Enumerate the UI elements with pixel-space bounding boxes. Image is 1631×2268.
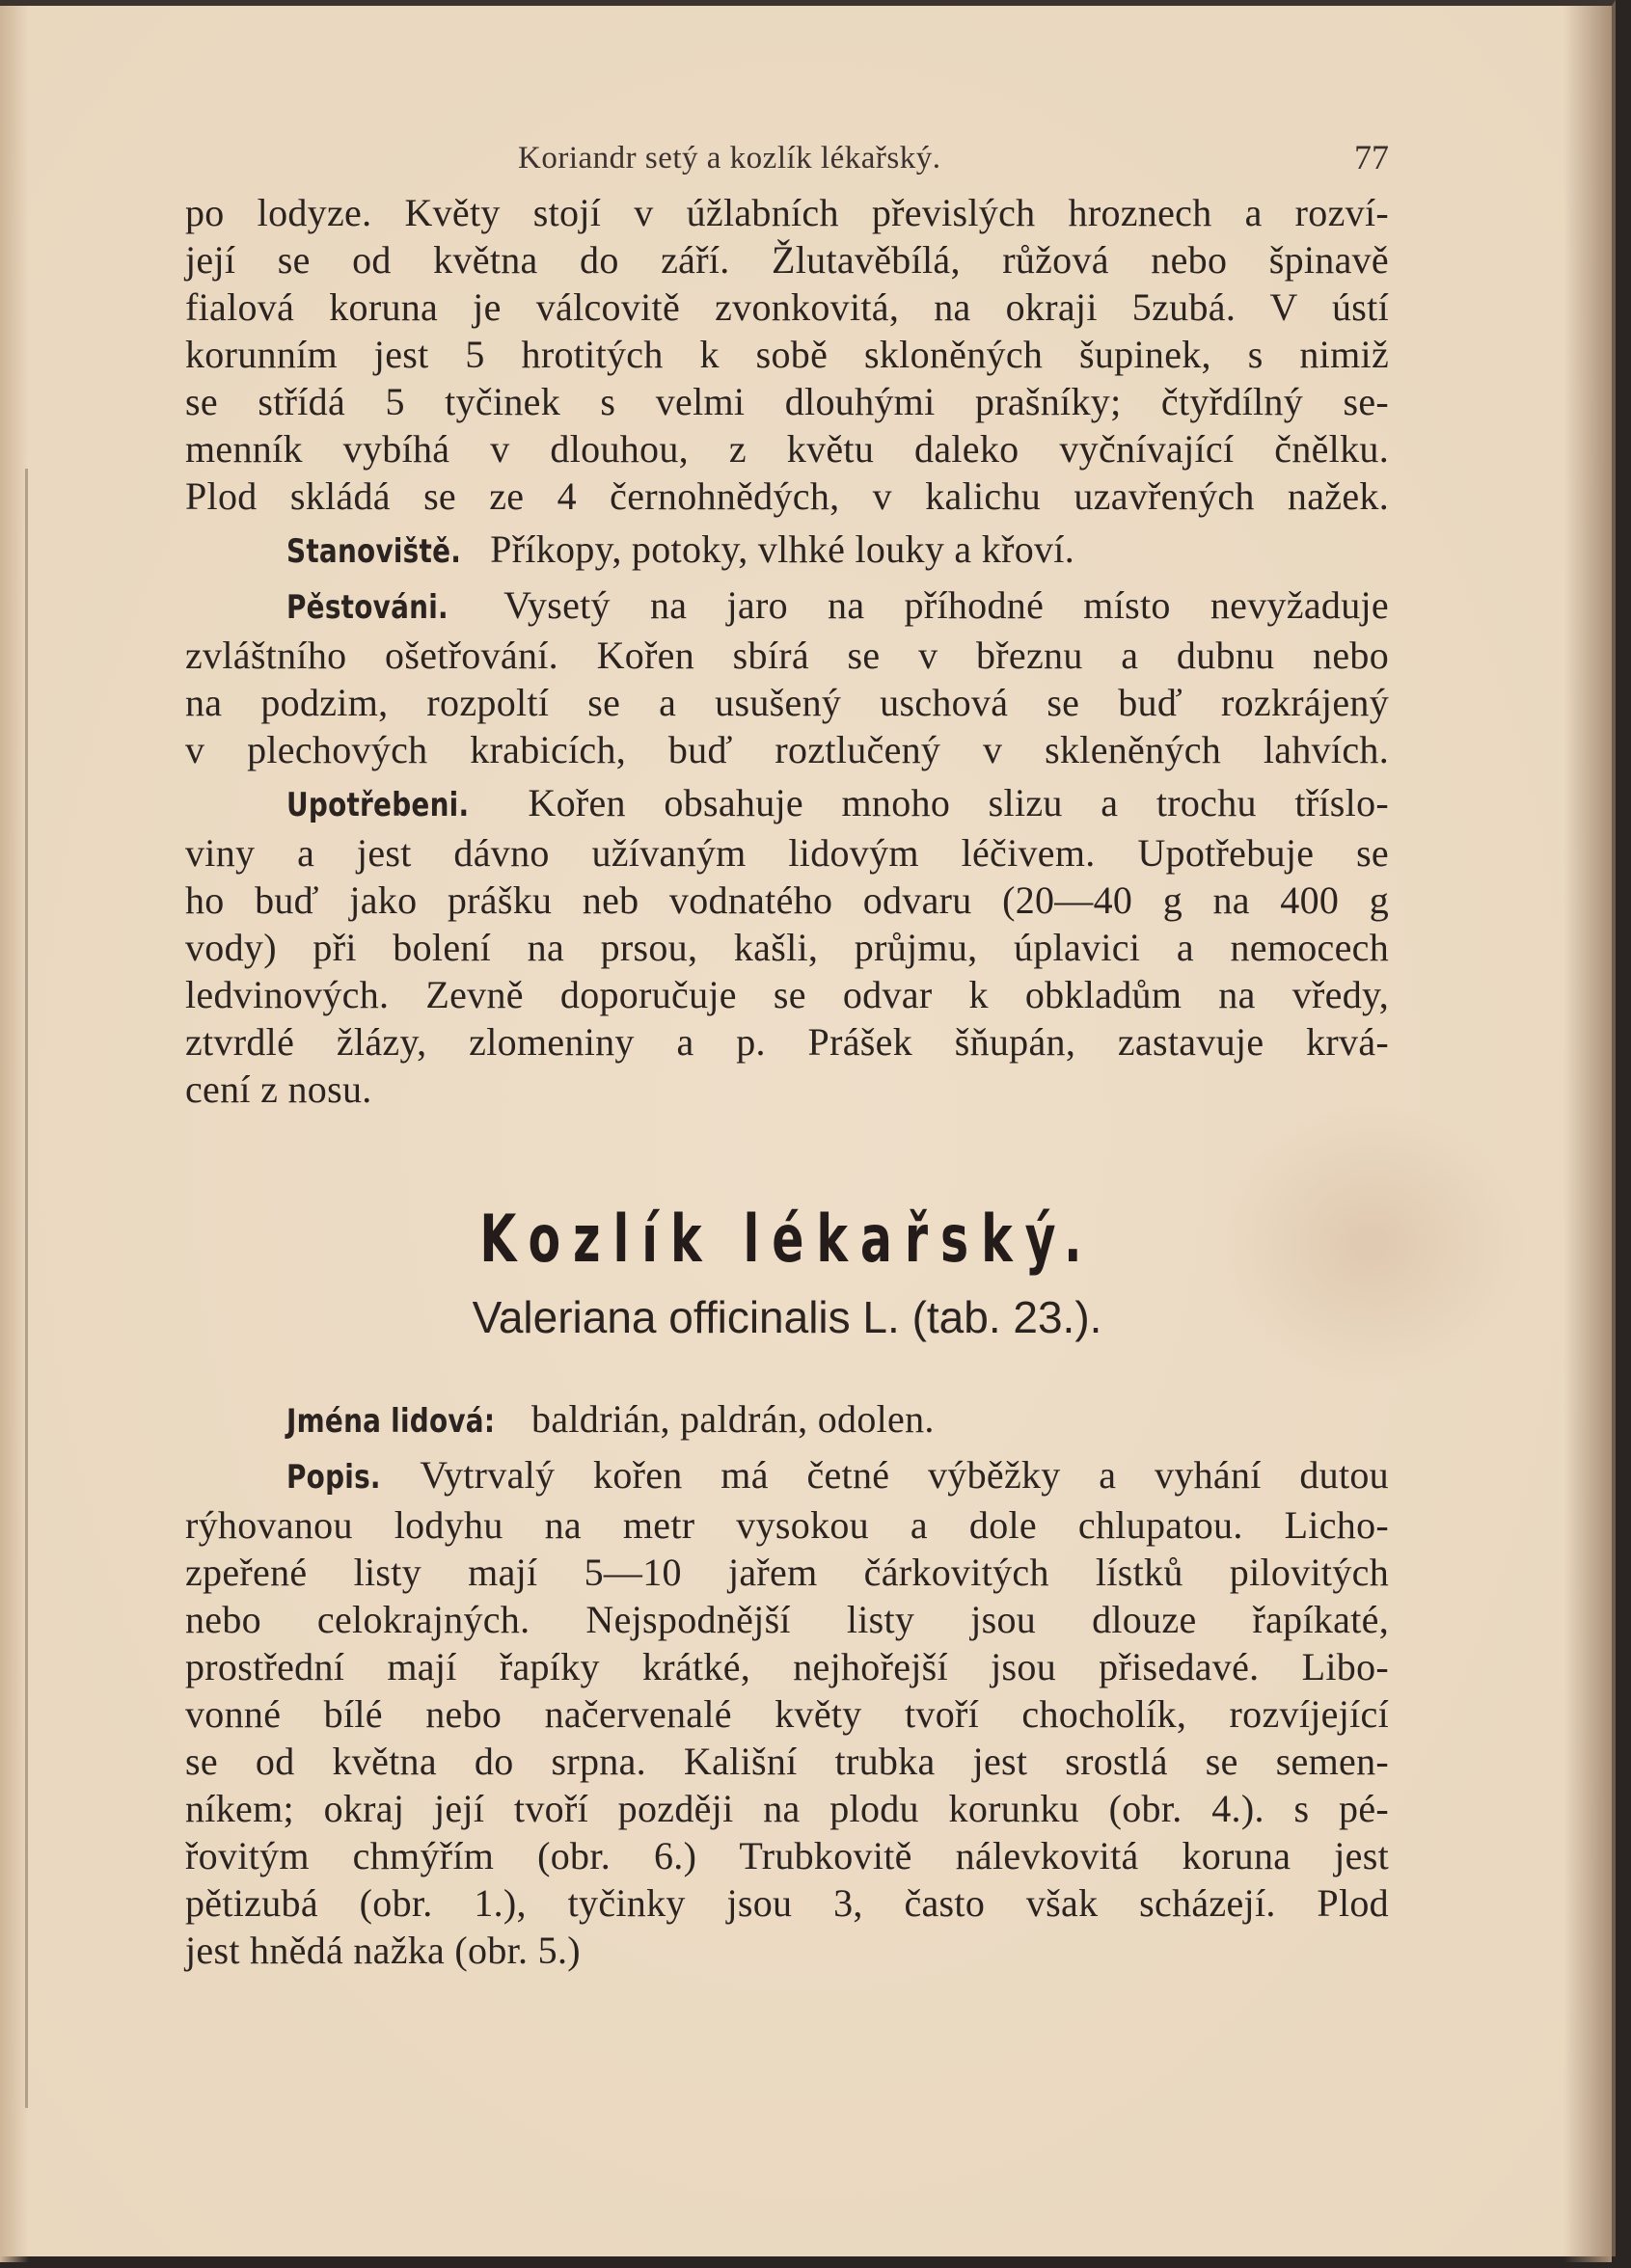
paragraph-lead: Stanoviště. (286, 532, 462, 571)
text-line: viny a jest dávno užívaným lidovým léčivem. Upotřebuje se (185, 831, 1389, 875)
upotrebeni-paragraph (185, 779, 1389, 1113)
text-line: menník vybíhá v dlouhou, z květu daleko vyčnívající čnělku. (185, 427, 1389, 471)
text-line: cení z nosu. (185, 1067, 372, 1111)
text-line: se střídá 5 tyčinek s velmi dlouhými prašníky; čtyřdílný se- (185, 380, 1389, 423)
text-line: vody) při bolení na prsou, kašli, průjmu, úplavici a nemocech (185, 926, 1389, 969)
text-line: prostřední mají řapíky krátké, nejhořejší jsou přisedavé. Libo- (185, 1645, 1389, 1688)
running-head (185, 122, 1389, 189)
text-line: fialová koruna je válcovitě zvonkovitá, na okraji 5zubá. V ústí (185, 285, 1389, 329)
text-line: v plechových krabicích, buď roztlučený v skleněných lahvích. (185, 728, 1389, 771)
text-line: řovitým chmýřím (obr. 6.) Trubkovitě nálevkovitá koruna jest (185, 1834, 1389, 1877)
text-line: rýhovanou lodyhu na metr vysokou a dole chlupatou. Licho- (185, 1503, 1389, 1547)
text-line: Popis. Vytrvalý kořen má četné výběžky a vyhání dutou (185, 1451, 1389, 1501)
page-number: 77 (1354, 138, 1389, 176)
latin-name: Valeriana officinalis L. (tab. 23.). (472, 1292, 1102, 1342)
text-line: se od května do srpna. Kališní trubka jest srostlá se semen- (185, 1740, 1389, 1783)
text-line: jest hnědá nažka (obr. 5.) (185, 1929, 581, 1972)
paragraph-lead: Upotřebeni. (286, 786, 470, 824)
text-line: ho buď jako prášku neb vodnatého odvaru (20—40 g na 400 g (185, 878, 1389, 922)
text-line: ledvinových. Zevně doporučuje se odvar k obkladům na vředy, (185, 973, 1389, 1016)
text-line: Stanoviště. Příkopy, potoky, vlhké louky a křoví. (185, 526, 1389, 576)
text-line: zvláštního ošetřování. Kořen sbírá se v březnu a dubnu nebo (185, 634, 1389, 677)
paragraph-lead: Jména lidová: (286, 1402, 496, 1441)
text-line: Plod skládá se ze 4 černohnědých, v kalichu uzavřených nažek. (185, 474, 1389, 518)
text-line: ztvrdlé žlázy, zlomeniny a p. Prášek šňupán, zastavuje krvá- (185, 1020, 1389, 1064)
text-line: po lodyze. Květy stojí v úžlabních převislých hroznech a rozví- (185, 191, 1389, 234)
jmena-paragraph (185, 1395, 1389, 1445)
paragraph-lead: Popis. (286, 1458, 381, 1497)
page-binding-line (25, 469, 28, 2108)
intro-paragraph (185, 189, 1389, 520)
text-line: Pěstováni. Vysetý na jaro na příhodné místo nevyžaduje (185, 581, 1389, 632)
text-line: její se od května do září. Žlutavěbílá, růžová nebo špinavě (185, 238, 1389, 282)
text-line: Jména lidová: baldrián, paldrán, odolen. (185, 1395, 1389, 1445)
section-title: Kozlík lékařský. (479, 1202, 1095, 1278)
text-line: pětizubá (obr. 1.), tyčinky jsou 3, často však scházejí. Plod (185, 1881, 1389, 1925)
text-line: korunním jest 5 hrotitých k sobě skloněných šupinek, s nimiž (185, 333, 1389, 376)
paragraph-lead: Pěstováni. (286, 588, 449, 627)
popis-paragraph (185, 1451, 1389, 1974)
text-line: zpeřené listy mají 5—10 jařem čárkovitých lístků pilovitých (185, 1551, 1389, 1594)
text-line: na podzim, rozpoltí se a usušený uschová se buď rozkrájený (185, 681, 1389, 724)
text-line: níkem; okraj její tvoří později na plodu korunku (obr. 4.). s pé- (185, 1787, 1389, 1830)
page-edge-shadow (1563, 6, 1612, 2262)
page-content (185, 122, 1389, 1974)
stanoviste-paragraph (185, 526, 1389, 576)
text-line: Upotřebeni. Kořen obsahuje mnoho slizu a trochu tříslo- (185, 779, 1389, 829)
text-line: vonné bílé nebo načervenalé květy tvoří chocholík, rozvíjející (185, 1692, 1389, 1736)
running-title: Koriandr setý a kozlík lékařský. (518, 141, 941, 176)
text-line: nebo celokrajných. Nejspodnější listy jsou dlouze řapíkaté, (185, 1598, 1389, 1641)
pestovani-paragraph (185, 581, 1389, 773)
